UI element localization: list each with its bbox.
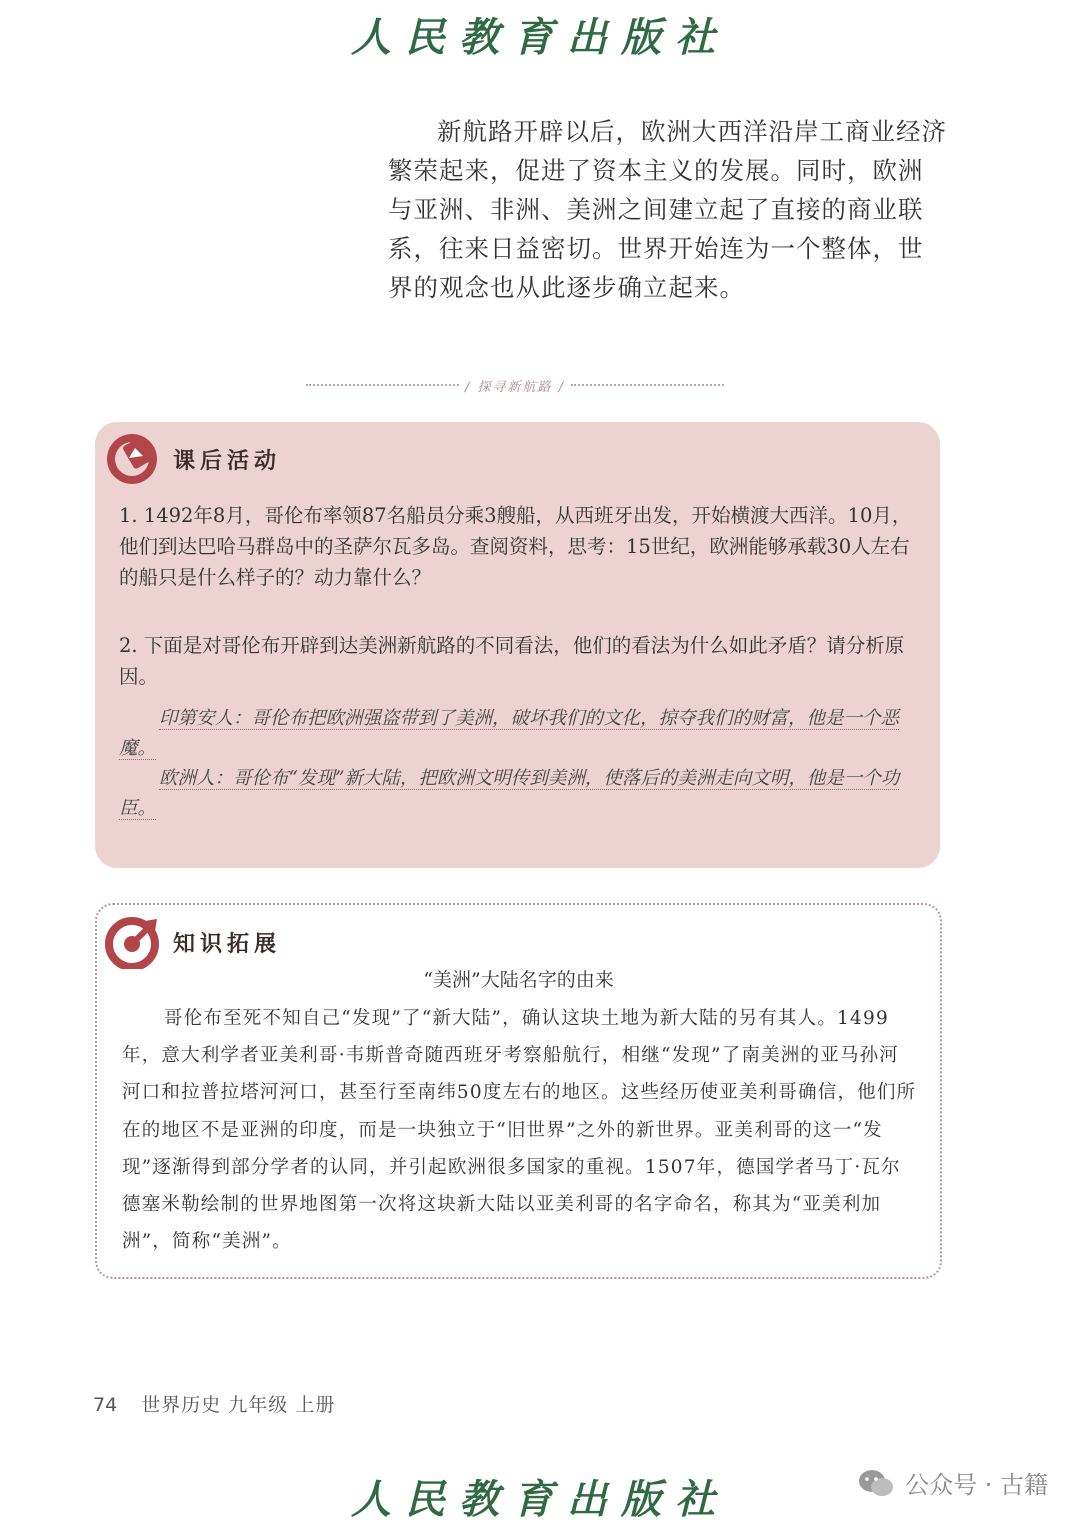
- activity-title: 课后活动: [173, 448, 282, 474]
- quote-native-americans: [119, 704, 919, 764]
- knowledge-icon: [105, 915, 159, 969]
- divider-dots-right: [571, 384, 724, 386]
- publisher-logo-top: 人民教育出版社: [351, 14, 729, 61]
- after-class-activity-box: [95, 422, 940, 868]
- section-divider: [300, 374, 730, 396]
- knowledge-extension-box: [95, 903, 942, 1279]
- page-footer: [93, 1390, 335, 1417]
- knowledge-subtitle: “美洲”大陆名字的由来: [423, 969, 614, 991]
- knowledge-heading: [105, 915, 281, 969]
- knowledge-body: 哥伦布至死不知自己“发现”了“新大陆”，确认这块土地为新大陆的另有其人。1499年，意大利学者亚美利哥·韦斯普奇随西班牙考察船航行，相继“发现”了南美洲的亚马孙河河口和拉普拉塔河河口，甚至行至南纬50度左右的地区。这些经历使亚美利哥确信，他们所在的地区不是亚洲的印度，而是一块独立于“旧世界”之外的新世界。亚美利哥的这一“发现”逐渐得到部分学者的认同，并引起欧洲很多国家的重视。1507年，德国学者马丁·瓦尔德塞米勒绘制的世界地图第一次将这块新大陆以亚美利哥的名字命名，称其为“亚美利加洲”，简称“美洲”。: [122, 1008, 917, 1253]
- page-number: 74: [93, 1394, 118, 1416]
- intro-paragraph: 新航路开辟以后，欧洲大西洋沿岸工商业经济繁荣起来，促进了资本主义的发展。同时，欧洲与亚洲、非洲、美洲之间建立起了直接的商业联系，往来日益密切。世界开始连为一个整体，世界的观念也从此逐步确立起来。: [388, 117, 947, 302]
- quote-native-americans-text: 印第安人：哥伦布把欧洲强盗带到了美洲，破坏我们的文化，掠夺我们的财富，他是一个恶魔。: [119, 708, 900, 759]
- wechat-watermark: [857, 1465, 1048, 1500]
- publisher-logo-bottom: 人民教育出版社: [351, 1476, 729, 1523]
- activity-question-2: 2. 下面是对哥伦布开辟到达美洲新航路的不同看法，他们的看法为什么如此矛盾？请分析原因。: [119, 634, 905, 688]
- quote-europeans: [119, 764, 919, 824]
- divider-dots-left: [306, 384, 459, 386]
- watermark-text: 公众号 · 古籍: [905, 1471, 1048, 1499]
- quote-europeans-text: 欧洲人：哥伦布“发现”新大陆，把欧洲文明传到美洲，使落后的美洲走向文明，他是一个功臣。: [119, 768, 900, 819]
- section-divider-label: / 探寻新航路 /: [464, 379, 566, 395]
- activity-icon: [105, 432, 159, 486]
- knowledge-title: 知识拓展: [173, 931, 282, 957]
- wechat-icon: [857, 1468, 895, 1498]
- activity-question-1: 1. 1492年8月，哥伦布率领87名船员分乘3艘船，从西班牙出发，开始横渡大西洋。10月，他们到达巴哈马群岛中的圣萨尔瓦多岛。查阅资料，思考：15世纪，欧洲能够承载30人左右的船只是什么样子的？动力靠什么？: [119, 504, 912, 589]
- activity-heading: [105, 432, 281, 486]
- book-title: 世界历史 九年级 上册: [141, 1394, 336, 1416]
